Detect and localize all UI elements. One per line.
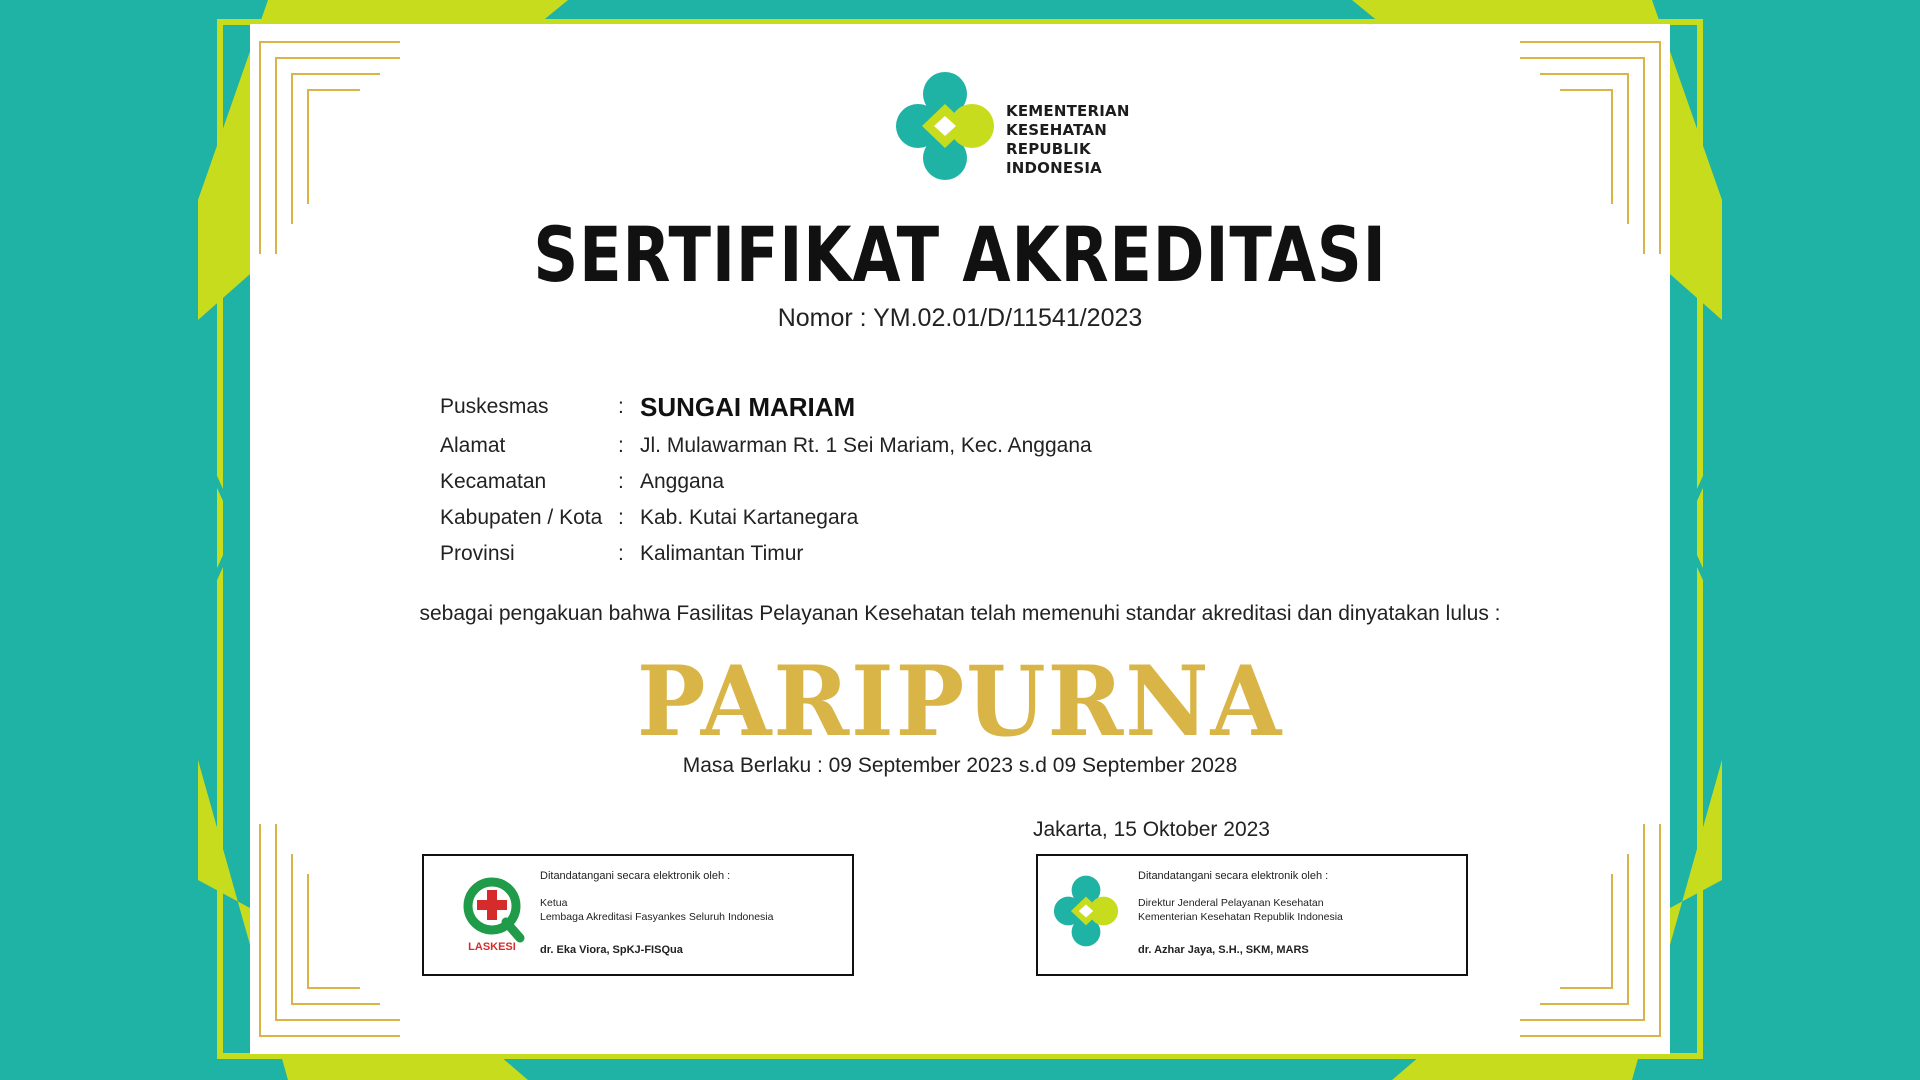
info-label: Kabupaten / Kota xyxy=(440,506,603,529)
signer-role xyxy=(1138,896,1343,924)
info-value: Anggana xyxy=(640,470,725,493)
signed-by-label: Ditandatangani secara elektronik oleh : xyxy=(1138,870,1329,882)
validity-period: Masa Berlaku : 09 September 2023 s.d 09 September 2028 xyxy=(682,754,1238,777)
signer-role-line-2: Kementerian Kesehatan Republik Indonesia xyxy=(1138,911,1343,923)
logo-line-1: KEMENTERIAN xyxy=(1006,102,1130,120)
certificate-number: Nomor : YM.02.01/D/11541/2023 xyxy=(777,304,1143,332)
signer-role-line-1: Direktur Jenderal Pelayanan Kesehatan xyxy=(1138,897,1324,909)
logo-line-3: REPUBLIK xyxy=(1006,140,1091,158)
kemenkes-flower-logo-icon xyxy=(890,66,1000,186)
kemenkes-logo xyxy=(890,66,1150,196)
accreditation-grade: PARIPURNA xyxy=(636,645,1284,758)
laskesi-logo-text: LASKESI xyxy=(468,941,516,953)
info-label: Provinsi xyxy=(440,542,515,565)
certificate-title: SERTIFIKAT AKREDITASI xyxy=(533,210,1387,299)
info-label: Puskesmas xyxy=(440,395,549,418)
kemenkes-logo-text xyxy=(1006,102,1130,178)
info-separator: : xyxy=(618,470,624,493)
signed-by-label: Ditandatangani secara elektronik oleh : xyxy=(540,870,731,882)
signer-name: dr. Eka Viora, SpKJ-FISQua xyxy=(540,944,683,956)
accreditation-statement: sebagai pengakuan bahwa Fasilitas Pelayanan Kesehatan telah memenuhi standar akreditasi dan dinyatakan lulus : xyxy=(419,602,1501,625)
signer-role xyxy=(540,896,773,924)
info-separator: : xyxy=(618,506,624,529)
info-value: Kab. Kutai Kartanegara xyxy=(640,506,859,529)
info-separator: : xyxy=(618,542,624,565)
info-value-facility-name: SUNGAI MARIAM xyxy=(640,392,856,422)
info-label: Kecamatan xyxy=(440,470,547,493)
kemenkes-flower-logo-icon xyxy=(1050,870,1122,952)
info-value: Kalimantan Timur xyxy=(640,542,804,565)
info-label: Alamat xyxy=(440,434,506,457)
info-value: Jl. Mulawarman Rt. 1 Sei Mariam, Kec. Anggana xyxy=(640,434,1092,457)
certificate-paper xyxy=(250,24,1670,1054)
signature-box-laskesi xyxy=(422,854,854,976)
signer-role-line-2: Lembaga Akreditasi Fasyankes Seluruh Indonesia xyxy=(540,911,774,923)
place-and-date: Jakarta, 15 Oktober 2023 xyxy=(1033,818,1270,841)
signature-box-kemenkes xyxy=(1036,854,1468,976)
signer-role-line-1: Ketua xyxy=(540,897,568,909)
info-separator: : xyxy=(618,434,624,457)
logo-line-2: KESEHATAN xyxy=(1006,121,1107,139)
certificate-frame xyxy=(198,0,1722,1080)
laskesi-logo-icon xyxy=(458,872,530,954)
logo-line-4: INDONESIA xyxy=(1006,159,1102,177)
signer-name: dr. Azhar Jaya, S.H., SKM, MARS xyxy=(1138,944,1309,956)
info-separator: : xyxy=(618,395,624,418)
